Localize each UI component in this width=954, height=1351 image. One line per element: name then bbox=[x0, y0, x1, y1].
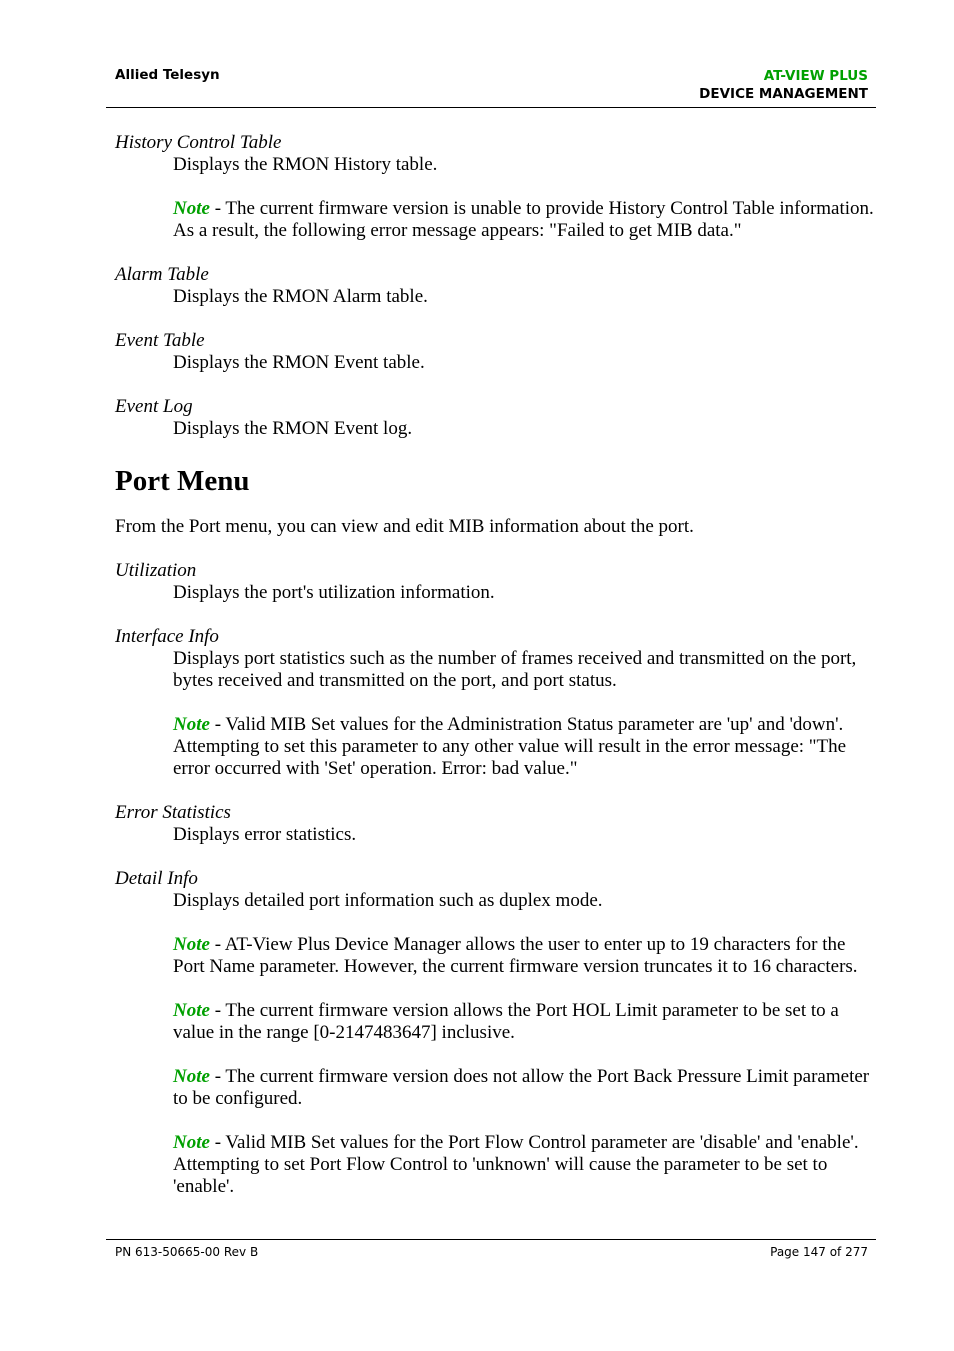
note-text: - The current firmware version does not allow the Port Back Pressure Limit parameter to be configured. bbox=[173, 1066, 870, 1109]
note-text: - Valid MIB Set values for the Port Flow Control parameter are 'disable' and 'enable'. Attempting to set Port Flow Control to 'unknown' will cause the parameter to be set to 'enable'. bbox=[173, 1132, 859, 1197]
port-menu-intro: From the Port menu, you can view and edit MIB information about the port. bbox=[115, 516, 694, 537]
section-heading-port-menu: Port Menu bbox=[115, 465, 250, 497]
note-text: - The current firmware version allows the Port HOL Limit parameter to be set to a value in the range [0-2147483647] inclusive. bbox=[173, 1000, 839, 1043]
desc-error-statistics: Displays error statistics. bbox=[173, 824, 357, 845]
header-rule bbox=[106, 107, 876, 108]
header-title-block bbox=[699, 67, 868, 103]
desc-event-table: Displays the RMON Event table. bbox=[173, 352, 425, 373]
note-label: Note bbox=[173, 1066, 210, 1087]
note-text: - Valid MIB Set values for the Administration Status parameter are 'up' and 'down'. Attempting to set this parameter to any other value will result in the error message: "The error occurred with 'Set' operation. Error: bad value." bbox=[173, 714, 847, 779]
note-label: Note bbox=[173, 934, 210, 955]
note-detail-info-2 bbox=[173, 1000, 875, 1044]
header-company: Allied Telesyn bbox=[115, 67, 220, 83]
footer-page-number: Page 147 of 277 bbox=[770, 1245, 868, 1259]
page-content bbox=[115, 132, 875, 1198]
note-detail-info-3 bbox=[173, 1066, 875, 1110]
footer-part-number: PN 613-50665-00 Rev B bbox=[115, 1245, 259, 1259]
term-event-log: Event Log bbox=[115, 396, 193, 417]
desc-event-log: Displays the RMON Event log. bbox=[173, 418, 413, 439]
term-alarm-table: Alarm Table bbox=[115, 264, 209, 285]
footer-rule bbox=[106, 1239, 876, 1240]
term-detail-info: Detail Info bbox=[115, 868, 198, 889]
desc-alarm-table: Displays the RMON Alarm table. bbox=[173, 286, 428, 307]
header-section: DEVICE MANAGEMENT bbox=[699, 86, 868, 102]
note-label: Note bbox=[173, 1132, 210, 1153]
note-history-control-table bbox=[173, 198, 875, 242]
note-label: Note bbox=[173, 1000, 210, 1021]
desc-interface-info: Displays port statistics such as the number of frames received and transmitted on the port, bytes received and transmitted on the port, and port status. bbox=[173, 648, 857, 691]
note-detail-info-4 bbox=[173, 1132, 875, 1198]
note-text: - AT-View Plus Device Manager allows the user to enter up to 19 characters for the Port Name parameter. However, the current firmware version truncates it to 16 characters. bbox=[173, 934, 858, 977]
desc-utilization: Displays the port's utilization information. bbox=[173, 582, 495, 603]
term-utilization: Utilization bbox=[115, 560, 197, 581]
note-text: - The current firmware version is unable to provide History Control Table information. As a result, the following error message appears: "Failed to get MIB data." bbox=[173, 198, 874, 241]
term-event-table: Event Table bbox=[115, 330, 205, 351]
note-label: Note bbox=[173, 714, 210, 735]
term-interface-info: Interface Info bbox=[115, 626, 219, 647]
term-history-control-table: History Control Table bbox=[115, 132, 282, 153]
note-label: Note bbox=[173, 198, 210, 219]
desc-history-control-table: Displays the RMON History table. bbox=[173, 154, 438, 175]
note-interface-info bbox=[173, 714, 875, 780]
header-product: AT-VIEW PLUS bbox=[763, 68, 868, 84]
note-detail-info-1 bbox=[173, 934, 875, 978]
desc-detail-info: Displays detailed port information such as duplex mode. bbox=[173, 890, 603, 911]
term-error-statistics: Error Statistics bbox=[115, 802, 231, 823]
